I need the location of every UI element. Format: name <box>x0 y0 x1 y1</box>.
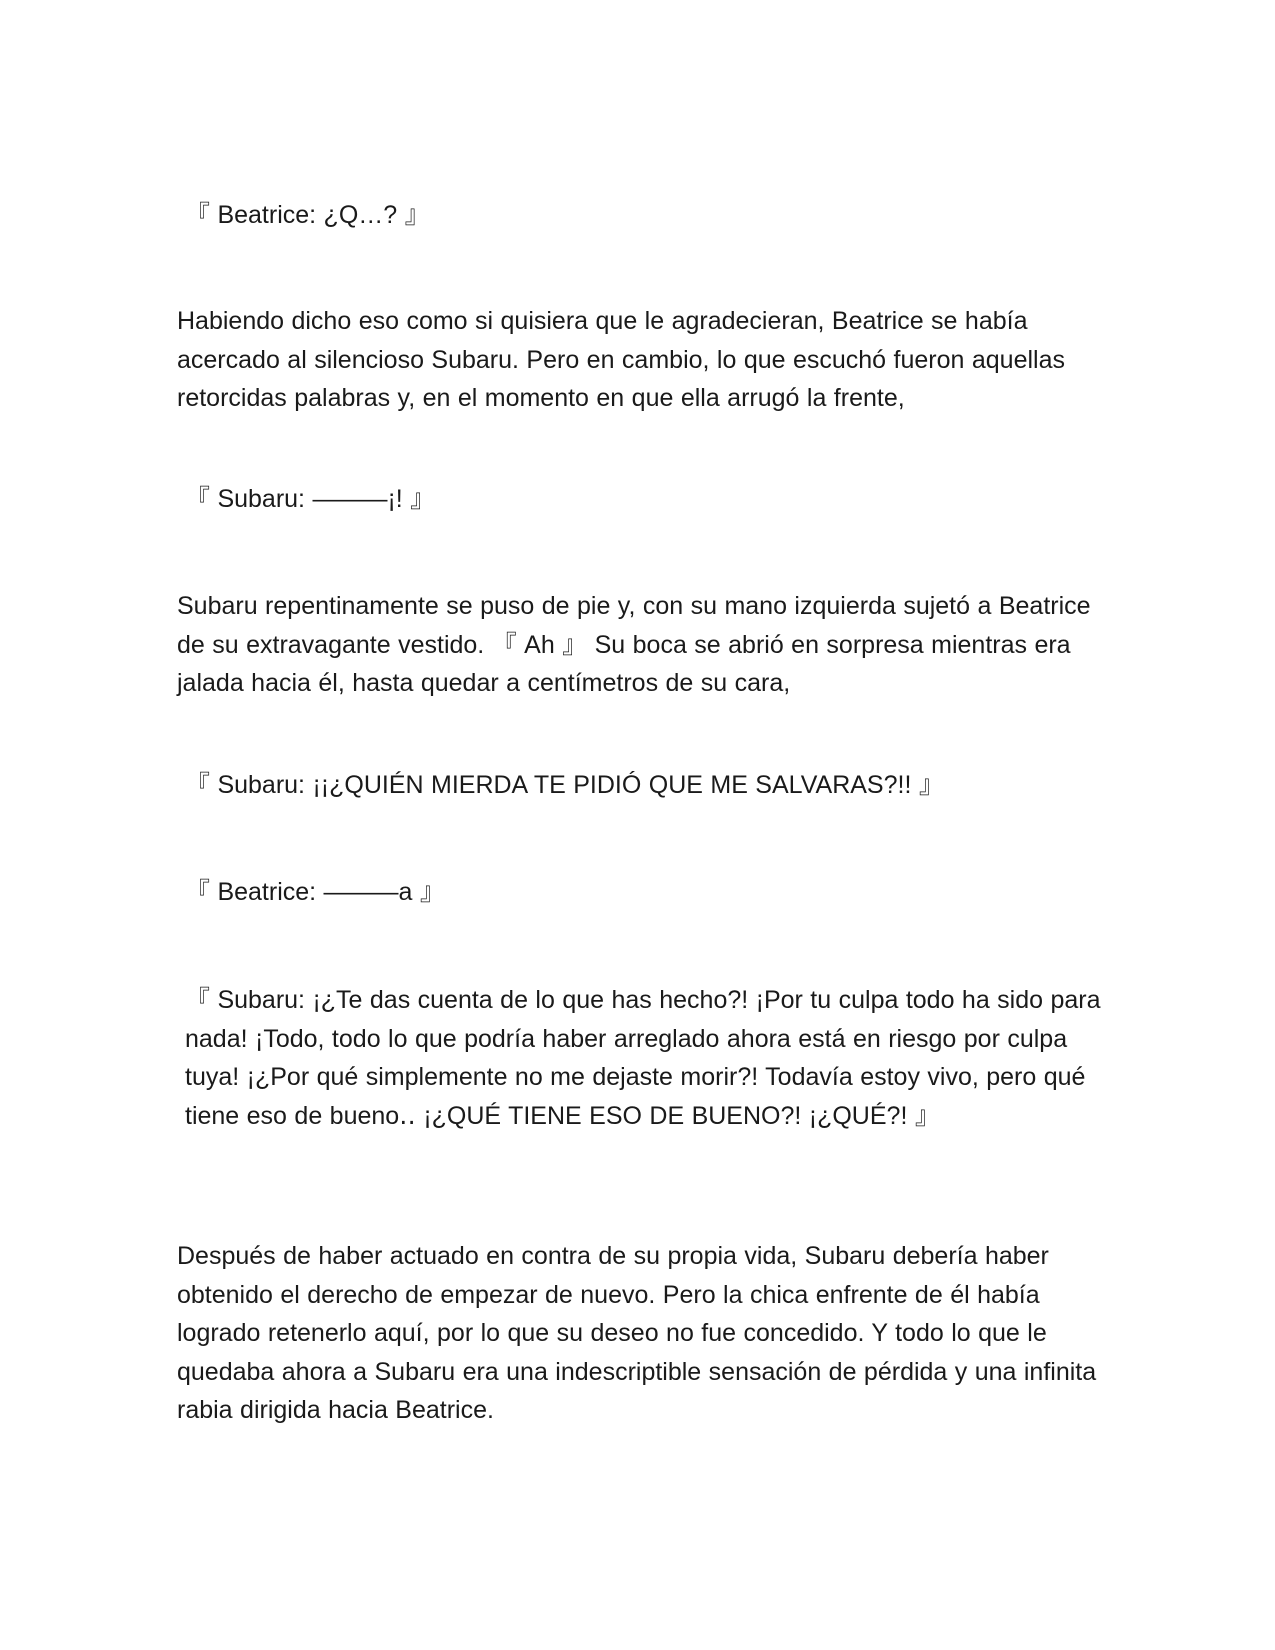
narration-paragraph-3: Después de haber actuado en contra de su propia vida, Subaru debería haber obtenido el derecho de empezar de nuevo. Pero la chica enfrente de él había logrado retenerlo aquí, por lo que su deseo no fue concedido. Y todo lo que le quedaba ahora a Subaru era una indescriptible sensación de pérdida y una infinita rabia dirigida hacia Beatrice. <box>177 1242 1097 1424</box>
dialogue-subaru-1: 『 Subaru: ———¡! 』 <box>185 485 436 513</box>
dialogue-subaru-2: 『 Subaru: ¡¡¿QUIÉN MIERDA TE PIDIÓ QUE ME SALVARAS?!! 』 <box>185 771 944 799</box>
narration-paragraph-2: Subaru repentinamente se puso de pie y, con su mano izquierda sujetó a Beatrice de su extravagante vestido. 『 Ah 』 Su boca se abrió en sorpresa mientras era jalada hacia él, hasta quedar a centímetros de su cara, <box>177 592 1091 697</box>
dialogue-beatrice-1: 『 Beatrice: ¿Q…? 』 <box>185 201 430 229</box>
dialogue-subaru-3: 『 Subaru: ¡¿Te das cuenta de lo que has hecho?! ¡Por tu culpa todo ha sido para nada! ¡Todo, todo lo que podría haber arreglado ahora está en riesgo por culpa tuya! ¡¿Por qué simplemente no me dejaste morir?! Todavía estoy vivo, pero qué tiene eso de bueno‥ ¡¿QUÉ TIENE ESO DE BUENO?! ¡¿QUÉ?! 』 <box>185 986 1101 1130</box>
dialogue-beatrice-2: 『 Beatrice: ———a 』 <box>185 878 445 906</box>
narration-paragraph-1: Habiendo dicho eso como si quisiera que le agradecieran, Beatrice se había acercado al silencioso Subaru. Pero en cambio, lo que escuchó fueron aquellas retorcidas palabras y, en el momento en que ella arrugó la frente, <box>177 307 1065 412</box>
